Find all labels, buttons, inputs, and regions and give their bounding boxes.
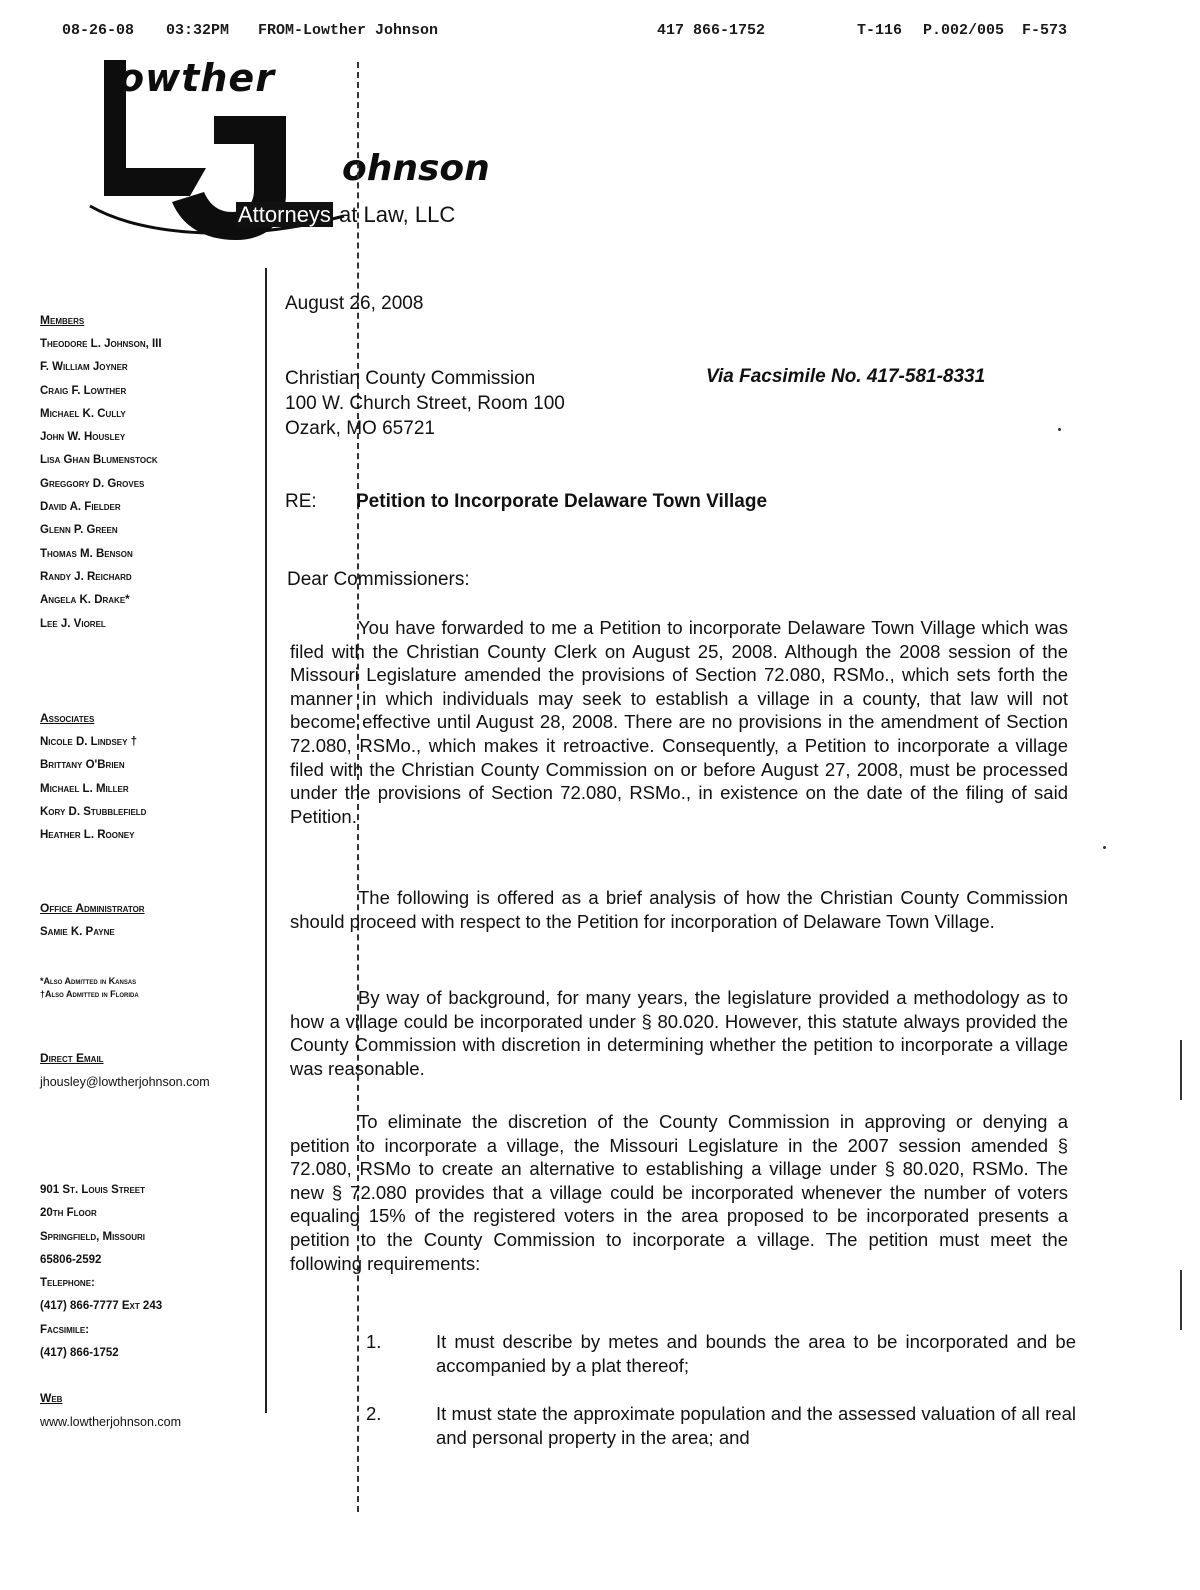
- telephone-number: (417) 866-7777 Ext 243: [40, 1300, 163, 1313]
- web-link[interactable]: www.lowtherjohnson.com: [40, 1415, 182, 1429]
- scan-speck: [1058, 428, 1061, 431]
- fax-page: P.002/005: [923, 22, 1005, 39]
- recipient-line: 100 W. Church Street, Room 100: [285, 393, 565, 414]
- facsimile-label: Facsimile:: [40, 1323, 90, 1336]
- logo-tagline-rest: at Law, LLC: [332, 202, 456, 227]
- address-line: 65806-2592: [40, 1253, 102, 1266]
- scan-edge-mark: [1180, 1270, 1182, 1330]
- fax-code: T-116: [857, 22, 903, 39]
- associate-name: Brittany O'Brien: [40, 759, 125, 772]
- recipient-address: [285, 366, 565, 441]
- member-name: Randy J. Reichard: [40, 570, 132, 583]
- salutation: Dear Commissioners:: [287, 569, 470, 590]
- direct-email-section: [40, 1051, 270, 1094]
- office-admin-section: [40, 901, 270, 944]
- members-section: [40, 313, 270, 636]
- member-name: David A. Fielder: [40, 501, 121, 514]
- admission-note-kansas: *Also Admitted in Kansas: [40, 976, 137, 986]
- member-name: Lisa Ghan Blumenstock: [40, 454, 158, 467]
- firm-logo: [86, 56, 506, 246]
- office-admin-heading: Office Administrator: [40, 901, 145, 915]
- member-name: Michael K. Cully: [40, 407, 126, 420]
- fax-from: FROM-Lowther Johnson: [258, 22, 439, 39]
- body-paragraph: By way of background, for many years, the legislature provided a methodology as to how a village could be incorporated under § 80.020. However, this statute always provided the County Commission with discretion in determining whether the petition to incorporate a village was reasonable.: [290, 987, 1068, 1079]
- requirement-number: 2.: [366, 1403, 382, 1424]
- fax-date: 08-26-08: [62, 22, 135, 39]
- via-facsimile: Via Facsimile No. 417-581-8331: [706, 366, 986, 387]
- member-name: Angela K. Drake*: [40, 594, 130, 607]
- direct-email-heading: Direct Email: [40, 1051, 104, 1065]
- member-name: Greggory D. Groves: [40, 477, 145, 490]
- address-line: 20th Floor: [40, 1207, 97, 1220]
- logo-tagline-highlight: Attorneys: [238, 202, 331, 227]
- requirement-text: It must describe by metes and bounds the area to be incorporated and be accompanied by a plat thereof;: [436, 1331, 1076, 1376]
- body-paragraph: The following is offered as a brief analysis of how the Christian County Commission should proceed with respect to the Petition for incorporation of Delaware Town Village.: [290, 887, 1068, 932]
- logo-word-owther: owther: [118, 56, 275, 100]
- members-heading: Members: [40, 313, 85, 327]
- associates-heading: Associates: [40, 711, 95, 725]
- direct-email-link[interactable]: jhousley@lowtherjohnson.com: [40, 1075, 210, 1089]
- re-label: RE:: [285, 491, 317, 512]
- address-line: Springfield, Missouri: [40, 1230, 145, 1243]
- telephone-label: Telephone:: [40, 1277, 95, 1290]
- address-section: [40, 1179, 270, 1365]
- body-paragraph: To eliminate the discretion of the County Commission in approving or denying a petition to incorporate a village, the Missouri Legislature in the 2007 session amended § 72.080, RSMo to create an alternative to establishing a village under § 80.020, RSMo. The new § 72.080 provides that a village could be incorporated whenever the number of voters equaling 15% of the registered voters in the area proposed to be incorporated presents a petition to the County Commission to incorporate a village. The petition must meet the following requirements:: [290, 1111, 1068, 1274]
- office-admin-name: Samie K. Payne: [40, 926, 115, 938]
- member-name: Glenn P. Green: [40, 524, 118, 537]
- fax-form: F-573: [1022, 22, 1068, 39]
- admission-notes: [40, 975, 270, 1001]
- member-name: Theodore L. Johnson, III: [40, 338, 162, 350]
- fax-time: 03:32PM: [166, 22, 230, 39]
- fax-phone: 417 866-1752: [657, 22, 766, 39]
- letter-date: August 26, 2008: [285, 293, 424, 314]
- member-name: Thomas M. Benson: [40, 547, 133, 560]
- requirement-text: It must state the approximate population and the assessed valuation of all real and personal property in the area; and: [436, 1403, 1076, 1448]
- member-name: F. William Joyner: [40, 361, 128, 374]
- facsimile-number: (417) 866-1752: [40, 1347, 119, 1360]
- admission-note-florida: †Also Admitted in Florida: [40, 989, 139, 999]
- web-section: [40, 1391, 270, 1434]
- logo-word-ohnson: ohnson: [342, 148, 490, 189]
- scan-edge-mark: [1180, 1040, 1182, 1100]
- member-name: John W. Housley: [40, 431, 126, 444]
- requirement-number: 1.: [366, 1331, 382, 1352]
- member-name: Craig F. Lowther: [40, 384, 127, 397]
- associate-name: Heather L. Rooney: [40, 829, 135, 842]
- re-subject: Petition to Incorporate Delaware Town Village: [356, 491, 768, 512]
- recipient-line: Ozark, MO 65721: [285, 418, 435, 439]
- logo-tagline: [236, 202, 455, 228]
- fax-header: [0, 22, 1200, 46]
- associate-name: Nicole D. Lindsey †: [40, 736, 138, 748]
- associate-name: Michael L. Miller: [40, 782, 129, 795]
- member-name: Lee J. Viorel: [40, 617, 106, 630]
- web-heading: Web: [40, 1391, 63, 1405]
- associates-section: [40, 711, 270, 847]
- associate-name: Kory D. Stubblefield: [40, 805, 147, 818]
- address-line: 901 St. Louis Street: [40, 1184, 146, 1196]
- body-paragraph: You have forwarded to me a Petition to incorporate Delaware Town Village which was filed with the Christian County Clerk on August 25, 2008. Although the 2008 session of the Missouri Legislature amended the provisions of Section 72.080, RSMo., which sets forth the manner in which individuals may seek to establish a village in a county, that law will not become effective until August 28, 2008. There are no provisions in the amendment of Section 72.080, RSMo., which makes it retroactive. Consequently, a Petition to incorporate a village filed with the Christian County Commission on or before August 27, 2008, must be processed under the provisions of Section 72.080, RSMo., in existence on the date of the filing of said Petition.: [290, 617, 1068, 827]
- scan-speck: [1103, 846, 1106, 849]
- recipient-line: Christian County Commission: [285, 368, 536, 389]
